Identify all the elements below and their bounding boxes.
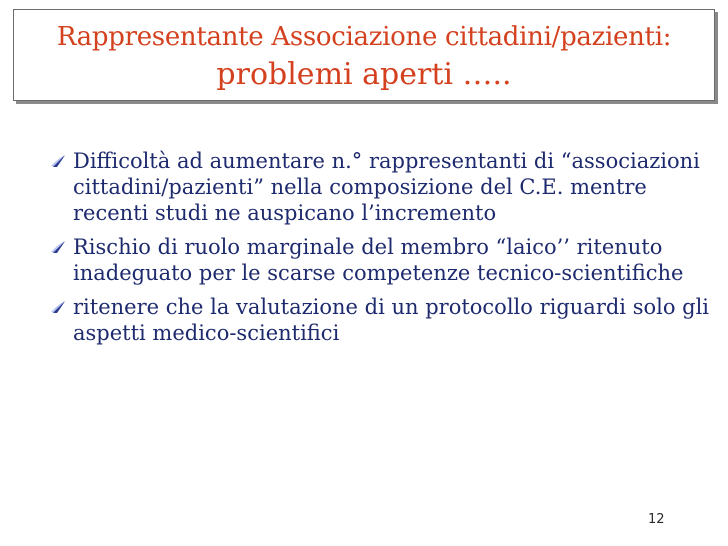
bullet-text: Difficoltà ad aumentare n.° rappresentanti di “associazioni cittadini/pazienti” nella composizione del C.E. mentre recenti studi ne auspicano l’incremento — [73, 149, 700, 225]
bullet-item — [50, 294, 710, 346]
bullet-item — [50, 234, 710, 286]
bullet-list — [50, 148, 710, 354]
bullet-item — [50, 148, 710, 226]
title-box — [13, 9, 715, 101]
slide-title: Rappresentante Associazione cittadini/pazienti: — [56, 22, 672, 52]
page-number: 12 — [648, 512, 665, 527]
bullet-text: ritenere che la valutazione di un protocollo riguardi solo gli aspetti medico-scientifici — [73, 295, 710, 345]
bullet-swoosh-icon — [50, 300, 66, 314]
bullet-swoosh-icon — [50, 154, 66, 168]
bullet-text: Rischio di ruolo marginale del membro “laico’’ ritenuto inadeguato per le scarse competenze tecnico-scientifiche — [73, 235, 684, 285]
bullet-swoosh-icon — [50, 240, 66, 254]
slide-subtitle: problemi aperti ….. — [216, 57, 512, 92]
